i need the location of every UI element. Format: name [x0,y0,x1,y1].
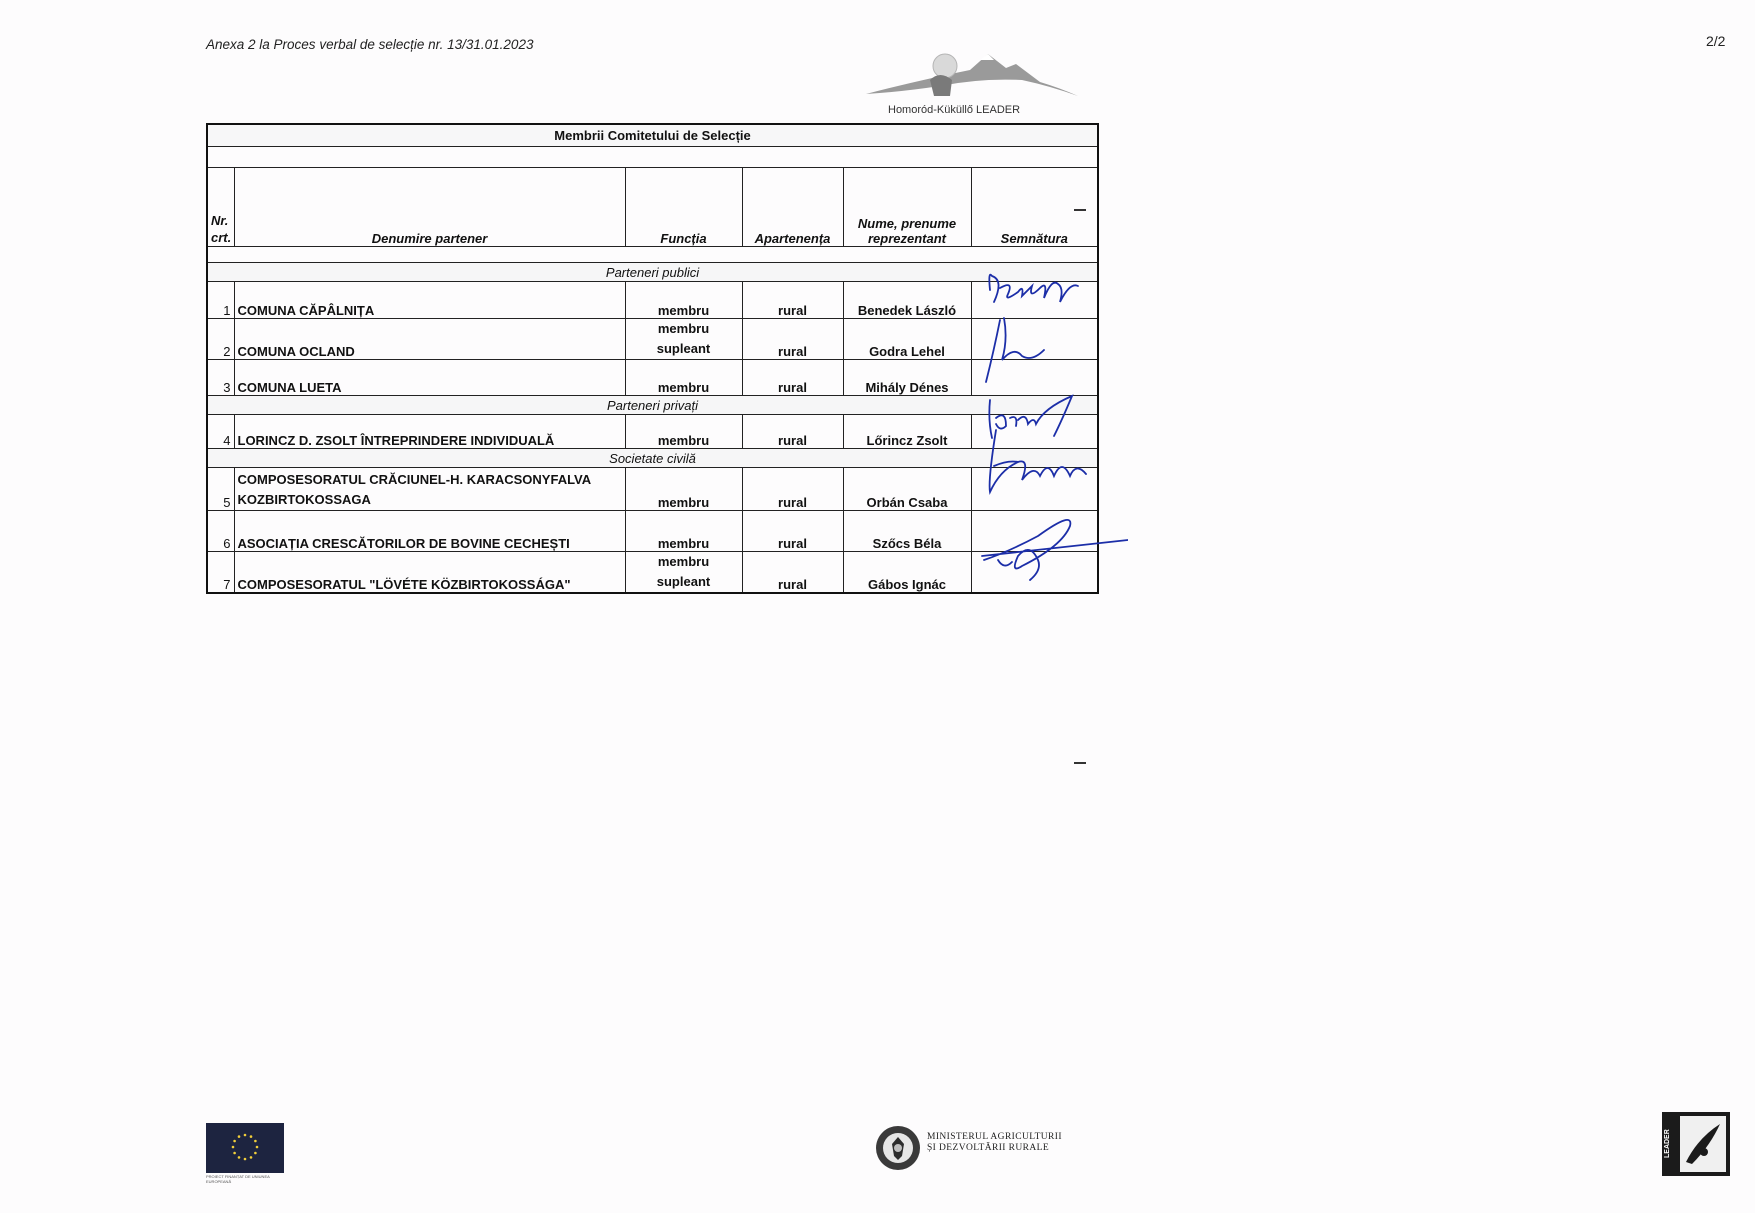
scan-mark [1074,209,1086,211]
signature-2 [986,318,1044,382]
table-title: Membrii Comitetului de Selecție [207,124,1098,147]
header-signature: Semnătura [971,168,1098,247]
leader-logo [1662,1112,1730,1176]
lag-name: Homoród-Küküllő LEADER [888,104,1021,116]
table-row: 5 COMPOSESORATUL CRĂCIUNEL-H. KARACSONYFALVA KOZBIRTOKOSSAGA membru rural Orbán Csaba [207,468,1098,511]
eu-stars-icon [206,1123,284,1173]
eu-caption: PROIECT FINANȚAT DE UNIUNEA EUROPEANĂ [206,1174,270,1184]
lag-logo [860,40,1100,122]
table-title-row [207,124,1098,147]
signature-4 [989,396,1072,438]
signature-5 [990,430,1086,492]
header-belonging: Apartenența [742,168,843,247]
section-private: Parteneri privați [207,396,1098,415]
eu-flag-icon [206,1123,284,1173]
header-representative: Nume, prenume reprezentant [843,168,971,247]
handwritten-signatures [978,270,1128,610]
section-public: Parteneri publici [207,263,1098,282]
section-civil: Societate civilă [207,449,1098,468]
signature-1 [989,275,1078,302]
table-row: 6 ASOCIAȚIA CRESCĂTORILOR DE BOVINE CECHEȘTI membru rural Szőcs Béla [207,511,1098,552]
committee-table [206,123,1099,594]
page-number: 2/2 [1706,33,1726,49]
table-row: 1 COMUNA CĂPÂLNIȚA membru rural Benedek László [207,282,1098,319]
annex-title: Anexa 2 la Proces verbal de selecție nr. 13/31.01.2023 [206,37,534,52]
table-row: 2 COMUNA OCLAND membru supleant rural Godra Lehel [207,319,1098,360]
leader-mark: LEADER [1664,1129,1671,1159]
table-row: 3 COMUNA LUETA membru rural Mihály Dénes [207,360,1098,396]
leader-emblem-icon [1662,1112,1730,1176]
header-partner: Denumire partener [234,168,625,247]
mountain-logo-icon [860,40,1100,104]
signature-7 [982,520,1128,580]
header-function: Funcția [625,168,742,247]
table-header-row [207,168,1098,247]
scan-mark [1074,762,1086,764]
ministry-seal-icon [874,1124,922,1172]
header-nr: Nr. crt. [207,168,234,247]
table-row: 7 COMPOSESORATUL "LÖVÉTE KÖZBIRTOKOSSÁGA" membru supleant rural Gábos Ignác [207,552,1098,594]
ministry-name: MINISTERUL AGRICULTURII ȘI DEZVOLTĂRII RURALE [927,1132,1062,1153]
table-row: 4 LORINCZ D. ZSOLT ÎNTREPRINDERE INDIVIDUALĂ membru rural Lőrincz Zsolt [207,415,1098,449]
